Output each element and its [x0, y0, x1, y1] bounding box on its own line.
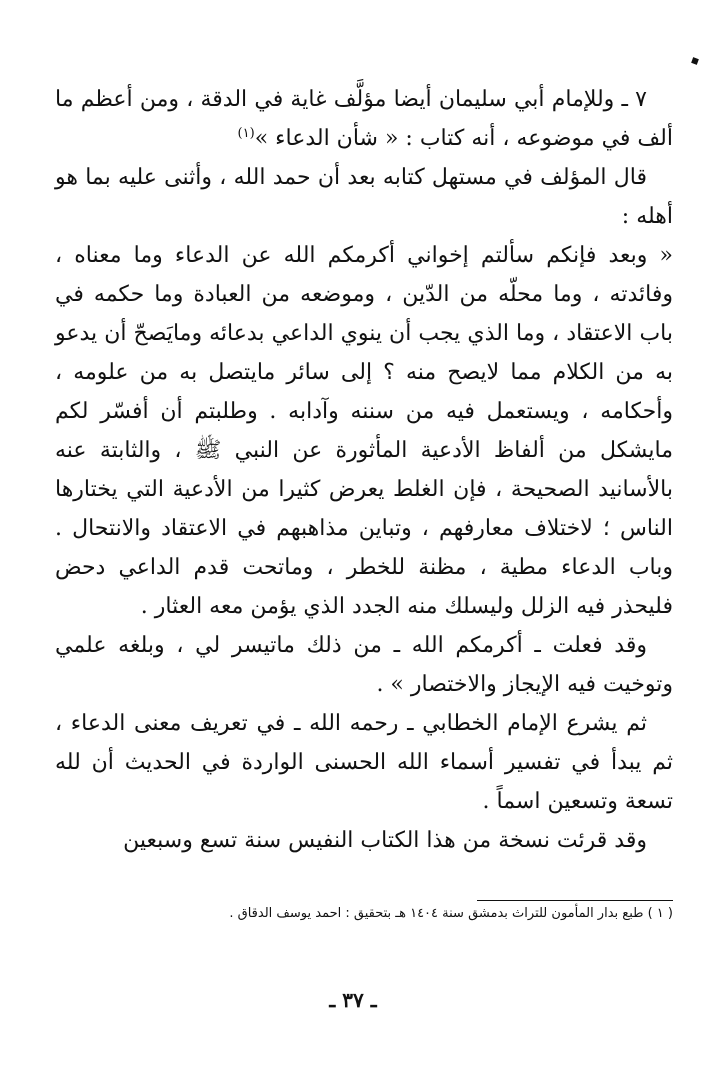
paragraph-1-text: ٧ ـ وللإمام أبي سليمان أيضا مؤلَّف غاية في الدقة ، ومن أعظم ما ألف في موضوعه ، أنه كتاب : « شأن الدعاء »: [55, 87, 673, 151]
footnote-divider: [477, 900, 673, 901]
page-number: ـ ٣٧ ـ: [329, 988, 377, 1012]
footnote: ( ١ ) طبع بدار المأمون للتراث بدمشق سنة ١٤٠٤ هـ بتحقيق : احمد يوسف الدقاق .: [229, 906, 673, 921]
main-text: [55, 80, 673, 860]
scan-mark: [691, 57, 699, 65]
paragraph-4: وقد فعلت ـ أكرمكم الله ـ من ذلك ماتيسر لي ، وبلغه علمي وتوخيت فيه الإيجاز والاختصار » .: [55, 633, 673, 697]
paragraph-5: ثم يشرع الإمام الخطابي ـ رحمه الله ـ في تعريف معنى الدعاء ، ثم يبدأ في تفسير أسماء الله الحسنى الواردة في الحديث أن لله تسعة وتسعين اسماً .: [55, 711, 673, 814]
paragraph-6: وقد قرئت نسخة من هذا الكتاب النفيس سنة تسع وسبعين: [123, 828, 647, 853]
quoted-paragraph: « وبعد فإنكم سألتم إخواني أكرمكم الله عن الدعاء وما معناه ، وفائدته ، وما محلّه من الدّين ، وموضعه من العبادة وما حكمه في باب الاعتقاد ، وما الذي يجب أن ينوي الداعي بدعائه ومايَصحّ أن يدعو به من الكلام مما لايصح منه ؟ إلى سائر مايتصل به من علومه ، وأحكامه ، ويستعمل فيه من سننه وآدابه . وطلبتم أن أفسّر لكم مايشكل من ألفاظ الأدعية المأثورة عن النبي ﷺ ، والثابتة عنه بالأسانيد الصحيحة ، فإن الغلط يعرض كثيرا من الأدعية التي يختارها الناس ؛ لاختلاف معارفهم ، وتباين مذاهبهم في الاعتقاد والانتحال . وباب الدعاء مطية ، مظنة للخطر ، وماتحت قدم الداعي دحض فليحذر فيه الزلل وليسلك منه الجدد الذي يؤمن معه العثار .: [55, 243, 673, 619]
footnote-reference: (١): [237, 126, 255, 141]
paragraph-1: [55, 80, 673, 158]
paragraph-2: قال المؤلف في مستهل كتابه بعد أن حمد الله ، وأثنى عليه بما هو أهله :: [55, 165, 673, 229]
